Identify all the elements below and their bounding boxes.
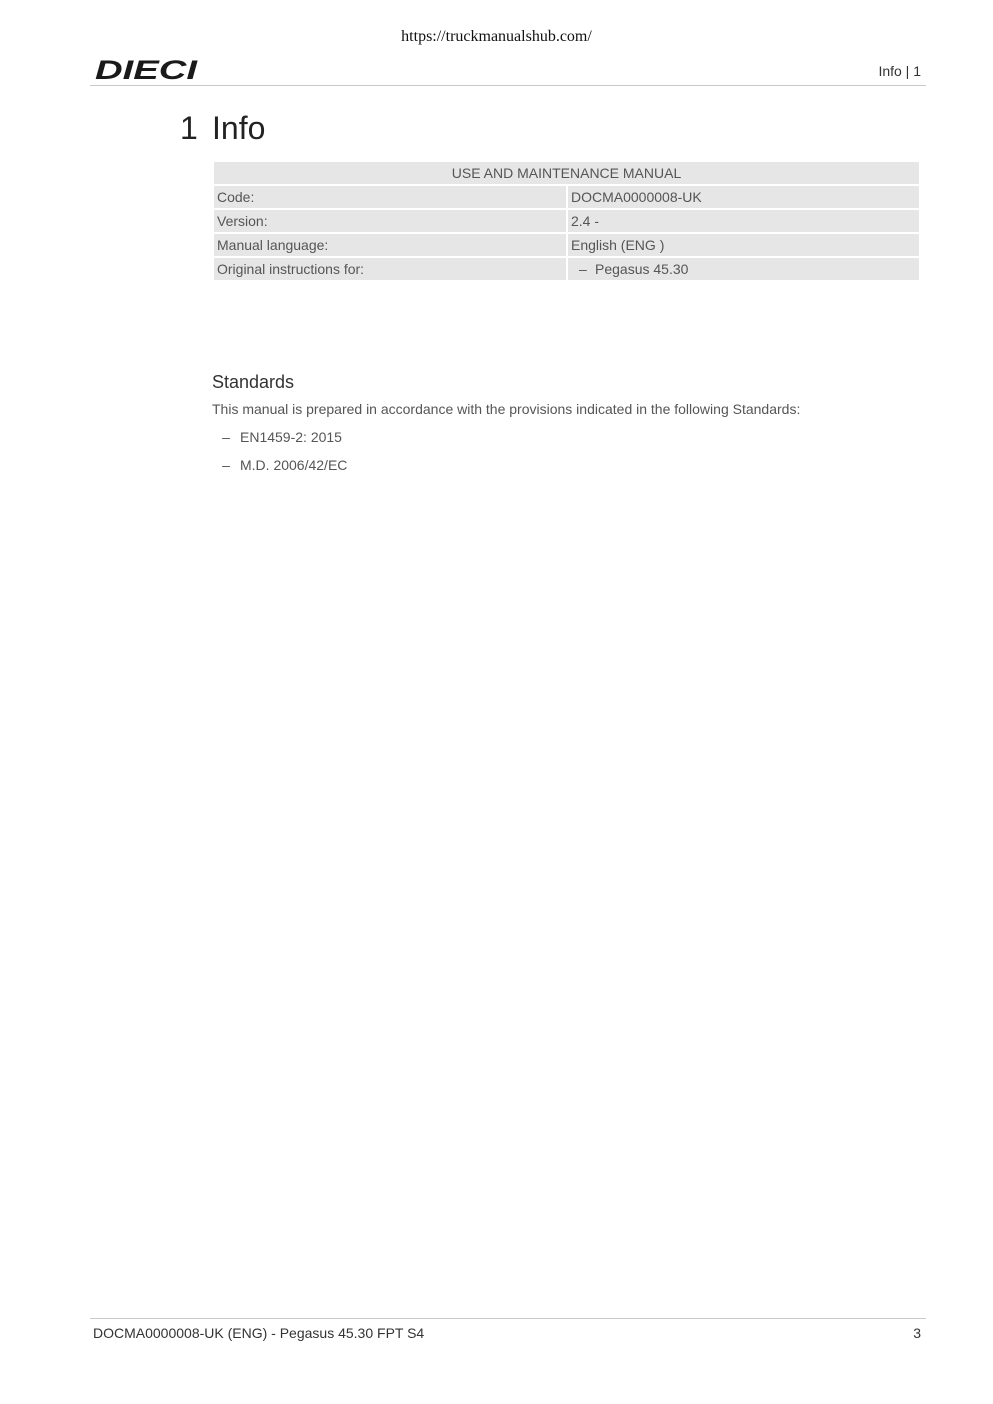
chapter-number: 1: [180, 110, 198, 146]
watermark-url: https://truckmanualshub.com/: [401, 28, 592, 45]
table-row: [214, 210, 919, 232]
list-dash: –: [222, 429, 230, 445]
dieci-logo: [93, 55, 199, 83]
standards-list: [212, 427, 347, 483]
row-value-version: 2.4 -: [568, 210, 919, 232]
page-number: 3: [913, 1325, 921, 1341]
table-row: [214, 258, 919, 280]
manual-info-table: [212, 160, 921, 282]
chapter-title: Info: [212, 110, 266, 146]
chapter-heading: [180, 110, 265, 147]
table-row: [214, 234, 919, 256]
running-header: Info | 1: [878, 63, 921, 79]
row-value-instructions: [568, 258, 919, 280]
table-row: [214, 186, 919, 208]
standard-item: EN1459-2: 2015: [240, 429, 342, 445]
header-rule: [90, 85, 926, 86]
row-value-language: English (ENG ): [568, 234, 919, 256]
footer-doc-ref: DOCMA0000008-UK (ENG) - Pegasus 45.30 FPT S4: [93, 1325, 425, 1341]
row-label-code: Code:: [214, 186, 566, 208]
list-item: [212, 427, 347, 455]
row-label-language: Manual language:: [214, 234, 566, 256]
standards-title: Standards: [212, 372, 295, 392]
row-label-version: Version:: [214, 210, 566, 232]
list-dash: –: [222, 457, 230, 473]
table-heading: USE AND MAINTENANCE MANUAL: [214, 162, 919, 184]
row-label-instructions: Original instructions for:: [214, 258, 566, 280]
list-dash: –: [579, 261, 587, 277]
standards-intro: This manual is prepared in accordance with the provisions indicated in the following Standards:: [212, 401, 801, 417]
model-name: Pegasus 45.30: [595, 261, 689, 277]
standard-item: M.D. 2006/42/EC: [240, 457, 348, 473]
footer-rule: [90, 1318, 926, 1319]
list-item: [212, 455, 347, 483]
table-heading-row: [214, 162, 919, 184]
row-value-code: DOCMA0000008-UK: [568, 186, 919, 208]
logo-text: DIECI: [95, 55, 198, 83]
